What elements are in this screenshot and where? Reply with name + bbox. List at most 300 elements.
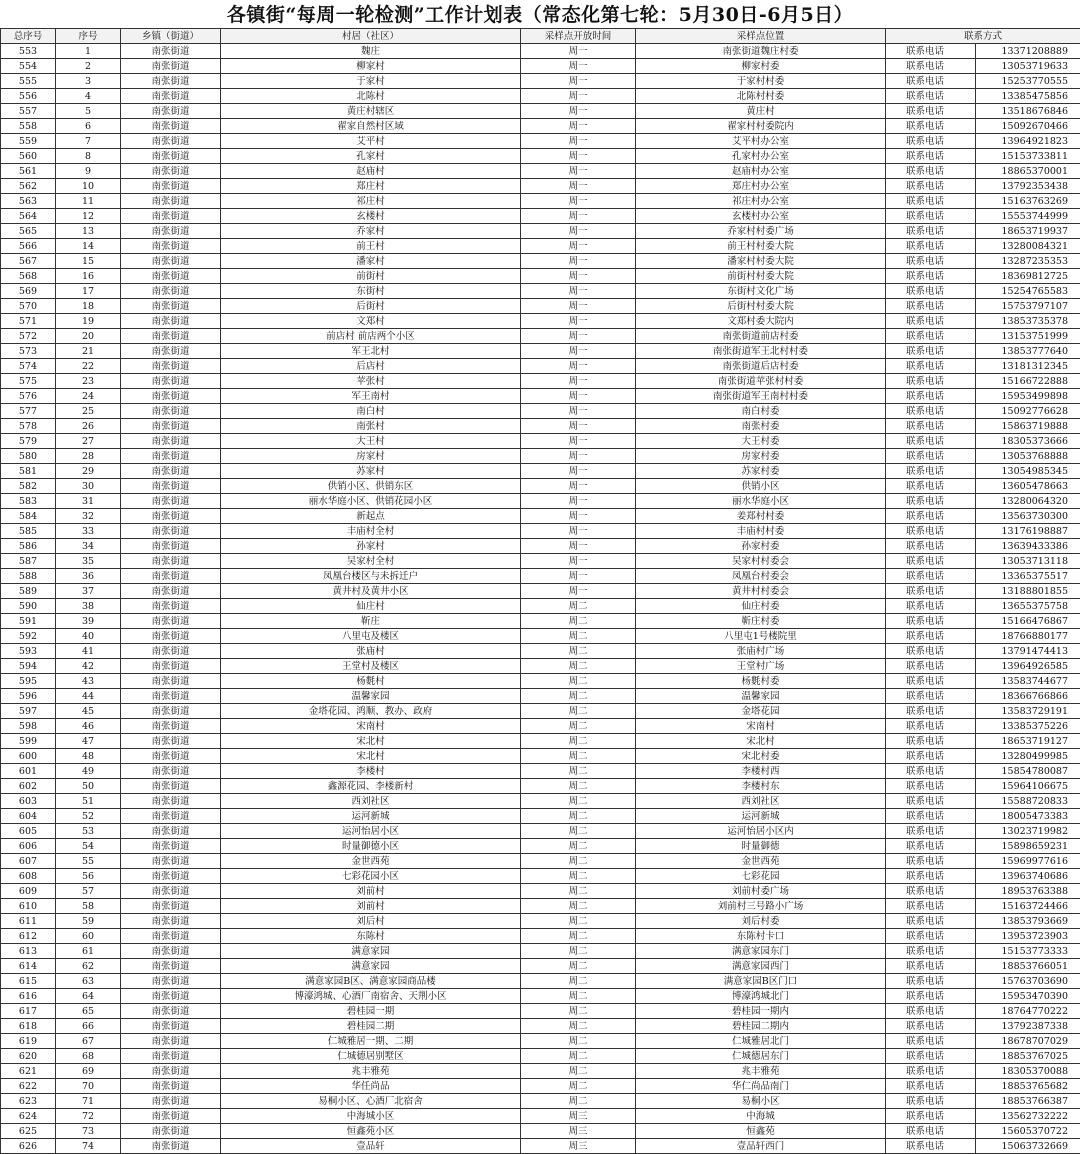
open-time-cell: 周二 — [521, 824, 636, 839]
table-row — [1, 434, 1080, 449]
town-cell: 南张街道 — [121, 254, 221, 269]
town-cell: 南张街道 — [121, 434, 221, 449]
location-cell: 八里屯1号楼院里 — [636, 629, 886, 644]
contact-label-cell: 联系电话 — [886, 254, 976, 269]
village-cell: 房家村 — [221, 449, 521, 464]
location-cell: 南张街道后店村委 — [636, 359, 886, 374]
location-cell: 碧桂园一期内 — [636, 1004, 886, 1019]
phone-cell: 13639433386 — [976, 539, 1080, 554]
index-cell: 66 — [56, 1019, 121, 1034]
contact-label-cell: 联系电话 — [886, 554, 976, 569]
phone-cell: 15153773333 — [976, 944, 1080, 959]
total-index-cell: 565 — [1, 224, 56, 239]
index-cell: 38 — [56, 599, 121, 614]
contact-label-cell: 联系电话 — [886, 1034, 976, 1049]
index-cell: 59 — [56, 914, 121, 929]
contact-label-cell: 联系电话 — [886, 614, 976, 629]
phone-cell: 13563730300 — [976, 509, 1080, 524]
open-time-cell: 周二 — [521, 794, 636, 809]
index-cell: 60 — [56, 929, 121, 944]
table-row — [1, 59, 1080, 74]
phone-cell: 18305373666 — [976, 434, 1080, 449]
table-row — [1, 914, 1080, 929]
village-cell: 东陈村 — [221, 929, 521, 944]
contact-label-cell: 联系电话 — [886, 434, 976, 449]
town-cell: 南张街道 — [121, 629, 221, 644]
contact-label-cell: 联系电话 — [886, 974, 976, 989]
table-row — [1, 1109, 1080, 1124]
location-cell: 博濠鸿城北门 — [636, 989, 886, 1004]
village-cell: 魏庄 — [221, 44, 521, 59]
total-index-cell: 567 — [1, 254, 56, 269]
total-index-cell: 587 — [1, 554, 56, 569]
open-time-cell: 周二 — [521, 689, 636, 704]
town-cell: 南张街道 — [121, 524, 221, 539]
table-row — [1, 299, 1080, 314]
contact-label-cell: 联系电话 — [886, 314, 976, 329]
total-index-cell: 610 — [1, 899, 56, 914]
village-cell: 李楼村 — [221, 764, 521, 779]
phone-cell: 13365375517 — [976, 569, 1080, 584]
location-cell: 南张村委 — [636, 419, 886, 434]
open-time-cell: 周一 — [521, 134, 636, 149]
open-time-cell: 周一 — [521, 449, 636, 464]
index-cell: 55 — [56, 854, 121, 869]
table-row — [1, 839, 1080, 854]
table-row — [1, 509, 1080, 524]
total-index-cell: 619 — [1, 1034, 56, 1049]
open-time-cell: 周三 — [521, 1124, 636, 1139]
location-cell: 西刘社区 — [636, 794, 886, 809]
header-contact: 联系方式 — [886, 29, 1080, 44]
table-row — [1, 989, 1080, 1004]
town-cell: 南张街道 — [121, 539, 221, 554]
contact-label-cell: 联系电话 — [886, 629, 976, 644]
index-cell: 56 — [56, 869, 121, 884]
open-time-cell: 周二 — [521, 599, 636, 614]
table-row — [1, 794, 1080, 809]
village-cell: 刘后村 — [221, 914, 521, 929]
location-cell: 运河新城 — [636, 809, 886, 824]
contact-label-cell: 联系电话 — [886, 959, 976, 974]
contact-label-cell: 联系电话 — [886, 359, 976, 374]
total-index-cell: 585 — [1, 524, 56, 539]
phone-cell: 15854780087 — [976, 764, 1080, 779]
index-cell: 27 — [56, 434, 121, 449]
total-index-cell: 553 — [1, 44, 56, 59]
open-time-cell: 周二 — [521, 614, 636, 629]
contact-label-cell: 联系电话 — [886, 494, 976, 509]
index-cell: 31 — [56, 494, 121, 509]
open-time-cell: 周二 — [521, 854, 636, 869]
phone-cell: 13053719633 — [976, 59, 1080, 74]
phone-cell: 13023719982 — [976, 824, 1080, 839]
contact-label-cell: 联系电话 — [886, 404, 976, 419]
town-cell: 南张街道 — [121, 494, 221, 509]
open-time-cell: 周二 — [521, 779, 636, 794]
location-cell: 乔家村村委广场 — [636, 224, 886, 239]
town-cell: 南张街道 — [121, 284, 221, 299]
village-cell: 苹张村 — [221, 374, 521, 389]
phone-cell: 18766880177 — [976, 629, 1080, 644]
total-index-cell: 574 — [1, 359, 56, 374]
header-row — [1, 29, 1080, 44]
town-cell: 南张街道 — [121, 194, 221, 209]
contact-label-cell: 联系电话 — [886, 209, 976, 224]
index-cell: 9 — [56, 164, 121, 179]
village-cell: 满意家园 — [221, 944, 521, 959]
table-row — [1, 119, 1080, 134]
header-open-time: 采样点开放时间 — [521, 29, 636, 44]
total-index-cell: 569 — [1, 284, 56, 299]
total-index-cell: 557 — [1, 104, 56, 119]
table-row — [1, 464, 1080, 479]
location-cell: 温馨家园 — [636, 689, 886, 704]
index-cell: 47 — [56, 734, 121, 749]
open-time-cell: 周一 — [521, 584, 636, 599]
village-cell: 军王北村 — [221, 344, 521, 359]
town-cell: 南张街道 — [121, 899, 221, 914]
open-time-cell: 周二 — [521, 1004, 636, 1019]
town-cell: 南张街道 — [121, 869, 221, 884]
village-cell: 柳家村 — [221, 59, 521, 74]
table-row — [1, 674, 1080, 689]
table-row — [1, 854, 1080, 869]
village-cell: 前街村 — [221, 269, 521, 284]
contact-label-cell: 联系电话 — [886, 1064, 976, 1079]
phone-cell: 15605370722 — [976, 1124, 1080, 1139]
table-row — [1, 329, 1080, 344]
village-cell: 金塔花园、鸿顺、教办、政府 — [221, 704, 521, 719]
phone-cell: 18005473383 — [976, 809, 1080, 824]
location-cell: 艾平村办公室 — [636, 134, 886, 149]
phone-cell: 13562732222 — [976, 1109, 1080, 1124]
village-cell: 靳庄 — [221, 614, 521, 629]
location-cell: 南张街道军王北村村委 — [636, 344, 886, 359]
village-cell: 苏家村 — [221, 464, 521, 479]
table-row — [1, 419, 1080, 434]
total-index-cell: 606 — [1, 839, 56, 854]
town-cell: 南张街道 — [121, 914, 221, 929]
total-index-cell: 623 — [1, 1094, 56, 1109]
village-cell: 恒鑫苑小区 — [221, 1124, 521, 1139]
total-index-cell: 625 — [1, 1124, 56, 1139]
index-cell: 74 — [56, 1139, 121, 1154]
location-cell: 前街村村委大院 — [636, 269, 886, 284]
contact-label-cell: 联系电话 — [886, 824, 976, 839]
location-cell: 仁城雅居北门 — [636, 1034, 886, 1049]
total-index-cell: 602 — [1, 779, 56, 794]
location-cell: 文郑村委大院内 — [636, 314, 886, 329]
phone-cell: 13963740686 — [976, 869, 1080, 884]
town-cell: 南张街道 — [121, 749, 221, 764]
village-cell: 新起点 — [221, 509, 521, 524]
phone-cell: 18764770222 — [976, 1004, 1080, 1019]
contact-label-cell: 联系电话 — [886, 134, 976, 149]
total-index-cell: 601 — [1, 764, 56, 779]
location-cell: 东陈村卡口 — [636, 929, 886, 944]
table-row — [1, 929, 1080, 944]
location-cell: 供销小区 — [636, 479, 886, 494]
contact-label-cell: 联系电话 — [886, 719, 976, 734]
town-cell: 南张街道 — [121, 44, 221, 59]
town-cell: 南张街道 — [121, 299, 221, 314]
total-index-cell: 582 — [1, 479, 56, 494]
contact-label-cell: 联系电话 — [886, 869, 976, 884]
town-cell: 南张街道 — [121, 464, 221, 479]
total-index-cell: 598 — [1, 719, 56, 734]
village-cell: 博濠鸿城、心酒厂南宿舍、天荆小区 — [221, 989, 521, 1004]
phone-cell: 15969977616 — [976, 854, 1080, 869]
total-index-cell: 597 — [1, 704, 56, 719]
index-cell: 15 — [56, 254, 121, 269]
phone-cell: 13791474413 — [976, 644, 1080, 659]
table-row — [1, 1004, 1080, 1019]
location-cell: 刘后村委 — [636, 914, 886, 929]
table-row — [1, 1094, 1080, 1109]
table-row — [1, 389, 1080, 404]
total-index-cell: 615 — [1, 974, 56, 989]
village-cell: 南张村 — [221, 419, 521, 434]
table-row — [1, 689, 1080, 704]
open-time-cell: 周三 — [521, 1109, 636, 1124]
table-row — [1, 1124, 1080, 1139]
index-cell: 57 — [56, 884, 121, 899]
page-title: 各镇街“每周一轮检测”工作计划表（常态化第七轮：5月30日-6月5日） — [0, 0, 1080, 28]
table-row — [1, 944, 1080, 959]
index-cell: 5 — [56, 104, 121, 119]
total-index-cell: 614 — [1, 959, 56, 974]
table-row — [1, 569, 1080, 584]
town-cell: 南张街道 — [121, 449, 221, 464]
table-row — [1, 194, 1080, 209]
table-row — [1, 809, 1080, 824]
village-cell: 潘家村 — [221, 254, 521, 269]
total-index-cell: 554 — [1, 59, 56, 74]
open-time-cell: 周二 — [521, 839, 636, 854]
contact-label-cell: 联系电话 — [886, 89, 976, 104]
phone-cell: 15092776628 — [976, 404, 1080, 419]
location-cell: 凤凰台村委会 — [636, 569, 886, 584]
village-cell: 鑫源花园、李楼新村 — [221, 779, 521, 794]
table-row — [1, 134, 1080, 149]
contact-label-cell: 联系电话 — [886, 899, 976, 914]
phone-cell: 15253770555 — [976, 74, 1080, 89]
contact-label-cell: 联系电话 — [886, 344, 976, 359]
phone-cell: 13964926585 — [976, 659, 1080, 674]
table-row — [1, 44, 1080, 59]
table-row — [1, 869, 1080, 884]
town-cell: 南张街道 — [121, 149, 221, 164]
index-cell: 36 — [56, 569, 121, 584]
village-cell: 杨氀村 — [221, 674, 521, 689]
open-time-cell: 周一 — [521, 59, 636, 74]
index-cell: 53 — [56, 824, 121, 839]
open-time-cell: 周一 — [521, 299, 636, 314]
index-cell: 44 — [56, 689, 121, 704]
village-cell: 玄楼村 — [221, 209, 521, 224]
open-time-cell: 周二 — [521, 974, 636, 989]
open-time-cell: 周一 — [521, 404, 636, 419]
total-index-cell: 607 — [1, 854, 56, 869]
total-index-cell: 560 — [1, 149, 56, 164]
town-cell: 南张街道 — [121, 509, 221, 524]
village-cell: 仁城雅居一期、二期 — [221, 1034, 521, 1049]
village-cell: 孔家村 — [221, 149, 521, 164]
phone-cell: 15588720833 — [976, 794, 1080, 809]
total-index-cell: 600 — [1, 749, 56, 764]
index-cell: 62 — [56, 959, 121, 974]
contact-label-cell: 联系电话 — [886, 914, 976, 929]
town-cell: 南张街道 — [121, 104, 221, 119]
header-location: 采样点位置 — [636, 29, 886, 44]
phone-cell: 18853766051 — [976, 959, 1080, 974]
index-cell: 73 — [56, 1124, 121, 1139]
contact-label-cell: 联系电话 — [886, 194, 976, 209]
village-cell: 南白村 — [221, 404, 521, 419]
phone-cell: 13053768888 — [976, 449, 1080, 464]
index-cell: 1 — [56, 44, 121, 59]
town-cell: 南张街道 — [121, 794, 221, 809]
town-cell: 南张街道 — [121, 134, 221, 149]
table-row — [1, 449, 1080, 464]
phone-cell: 13176198887 — [976, 524, 1080, 539]
location-cell: 华仁尚品南门 — [636, 1079, 886, 1094]
village-cell: 后店村 — [221, 359, 521, 374]
location-cell: 南张街道前店村委 — [636, 329, 886, 344]
total-index-cell: 621 — [1, 1064, 56, 1079]
index-cell: 8 — [56, 149, 121, 164]
table-row — [1, 629, 1080, 644]
open-time-cell: 周二 — [521, 629, 636, 644]
open-time-cell: 周一 — [521, 239, 636, 254]
phone-cell: 18653719127 — [976, 734, 1080, 749]
village-cell: 北陈村 — [221, 89, 521, 104]
village-cell: 时量御德小区 — [221, 839, 521, 854]
phone-cell: 13518676846 — [976, 104, 1080, 119]
town-cell: 南张街道 — [121, 599, 221, 614]
table-row — [1, 764, 1080, 779]
open-time-cell: 周二 — [521, 1079, 636, 1094]
location-cell: 北陈村村委 — [636, 89, 886, 104]
table-row — [1, 824, 1080, 839]
village-cell: 华任尚品 — [221, 1079, 521, 1094]
location-cell: 王堂村广场 — [636, 659, 886, 674]
open-time-cell: 周一 — [521, 359, 636, 374]
total-index-cell: 556 — [1, 89, 56, 104]
index-cell: 26 — [56, 419, 121, 434]
open-time-cell: 周二 — [521, 1034, 636, 1049]
location-cell: 兆丰雅苑 — [636, 1064, 886, 1079]
open-time-cell: 周一 — [521, 314, 636, 329]
table-row — [1, 719, 1080, 734]
total-index-cell: 583 — [1, 494, 56, 509]
phone-cell: 15964106675 — [976, 779, 1080, 794]
open-time-cell: 周一 — [521, 374, 636, 389]
table-row — [1, 884, 1080, 899]
phone-cell: 13053713118 — [976, 554, 1080, 569]
open-time-cell: 周二 — [521, 989, 636, 1004]
table-row — [1, 1034, 1080, 1049]
index-cell: 68 — [56, 1049, 121, 1064]
open-time-cell: 周一 — [521, 119, 636, 134]
open-time-cell: 周一 — [521, 254, 636, 269]
total-index-cell: 559 — [1, 134, 56, 149]
phone-cell: 15953470390 — [976, 989, 1080, 1004]
table-row — [1, 104, 1080, 119]
contact-label-cell: 联系电话 — [886, 1019, 976, 1034]
town-cell: 南张街道 — [121, 1019, 221, 1034]
index-cell: 6 — [56, 119, 121, 134]
contact-label-cell: 联系电话 — [886, 659, 976, 674]
phone-cell: 15166476867 — [976, 614, 1080, 629]
town-cell: 南张街道 — [121, 929, 221, 944]
location-cell: 孙家村委 — [636, 539, 886, 554]
location-cell: 后街村村委大院 — [636, 299, 886, 314]
town-cell: 南张街道 — [121, 1034, 221, 1049]
total-index-cell: 594 — [1, 659, 56, 674]
village-cell: 丽水华庭小区、供销花园小区 — [221, 494, 521, 509]
town-cell: 南张街道 — [121, 674, 221, 689]
village-cell: 丰庙村全村 — [221, 524, 521, 539]
location-cell: 黄庄村 — [636, 104, 886, 119]
village-cell: 后街村 — [221, 299, 521, 314]
open-time-cell: 周二 — [521, 899, 636, 914]
table-row — [1, 539, 1080, 554]
table-row — [1, 1139, 1080, 1154]
location-cell: 仁城德居东门 — [636, 1049, 886, 1064]
table-row — [1, 644, 1080, 659]
village-cell: 翟家自然村区域 — [221, 119, 521, 134]
index-cell: 40 — [56, 629, 121, 644]
table-row — [1, 584, 1080, 599]
contact-label-cell: 联系电话 — [886, 239, 976, 254]
town-cell: 南张街道 — [121, 224, 221, 239]
open-time-cell: 周一 — [521, 344, 636, 359]
town-cell: 南张街道 — [121, 1004, 221, 1019]
phone-cell: 13605478663 — [976, 479, 1080, 494]
index-cell: 12 — [56, 209, 121, 224]
open-time-cell: 周二 — [521, 674, 636, 689]
phone-cell: 15863719888 — [976, 419, 1080, 434]
village-cell: 供销小区、供销东区 — [221, 479, 521, 494]
location-cell: 宋南村 — [636, 719, 886, 734]
total-index-cell: 624 — [1, 1109, 56, 1124]
total-index-cell: 595 — [1, 674, 56, 689]
town-cell: 南张街道 — [121, 404, 221, 419]
open-time-cell: 周一 — [521, 194, 636, 209]
contact-label-cell: 联系电话 — [886, 224, 976, 239]
open-time-cell: 周一 — [521, 464, 636, 479]
location-cell: 壹品轩西门 — [636, 1139, 886, 1154]
town-cell: 南张街道 — [121, 419, 221, 434]
total-index-cell: 566 — [1, 239, 56, 254]
index-cell: 71 — [56, 1094, 121, 1109]
phone-cell: 15553744999 — [976, 209, 1080, 224]
schedule-table — [0, 28, 1080, 1154]
total-index-cell: 609 — [1, 884, 56, 899]
total-index-cell: 576 — [1, 389, 56, 404]
location-cell: 赵庙村办公室 — [636, 164, 886, 179]
phone-cell: 18853767025 — [976, 1049, 1080, 1064]
town-cell: 南张街道 — [121, 974, 221, 989]
contact-label-cell: 联系电话 — [886, 569, 976, 584]
village-cell: 艾平村 — [221, 134, 521, 149]
phone-cell: 13280499985 — [976, 749, 1080, 764]
contact-label-cell: 联系电话 — [886, 44, 976, 59]
phone-cell: 13181312345 — [976, 359, 1080, 374]
phone-cell: 13583729191 — [976, 704, 1080, 719]
